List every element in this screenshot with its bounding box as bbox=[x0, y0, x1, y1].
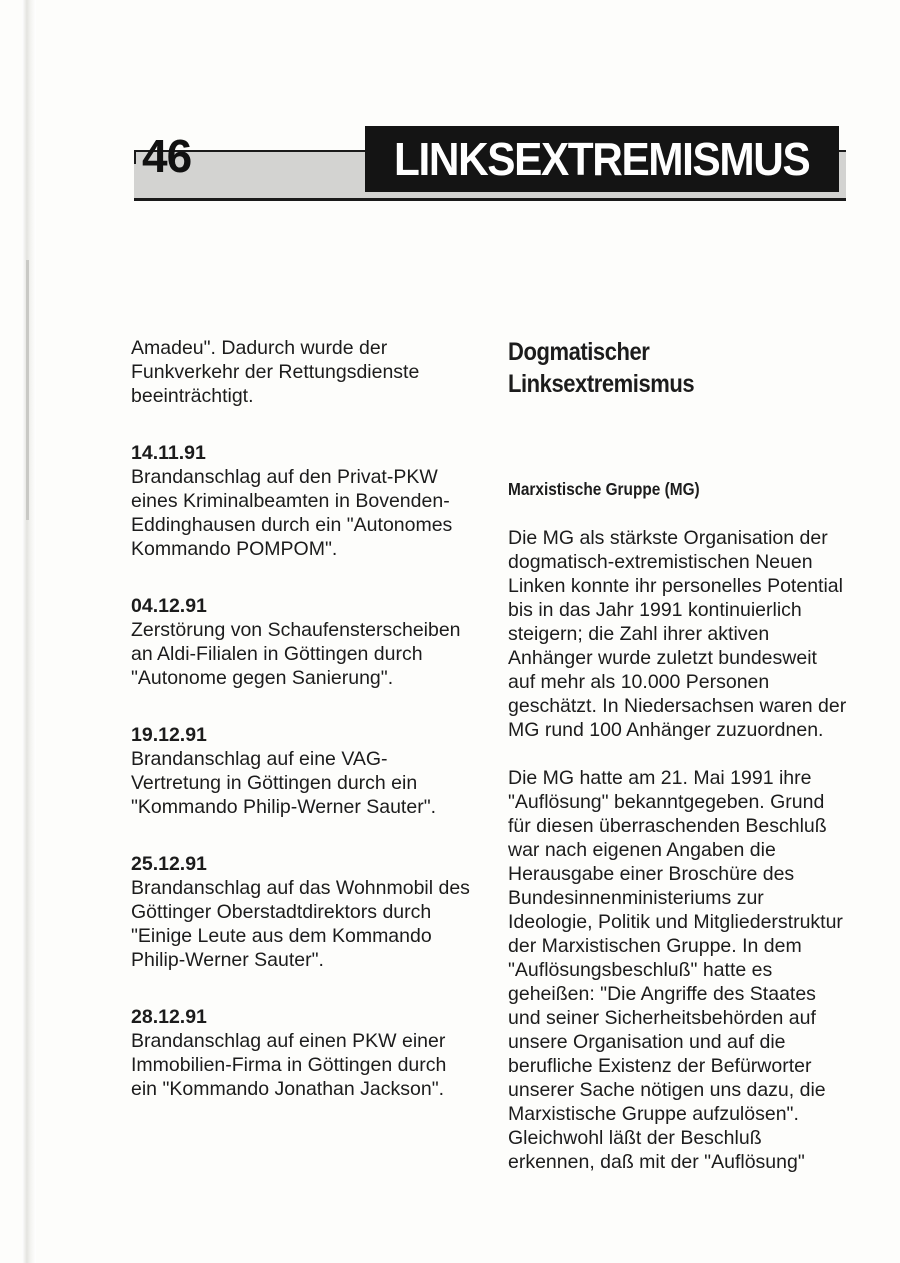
entry-date: 25.12.91 bbox=[131, 853, 207, 875]
left-column bbox=[131, 336, 471, 1101]
chronology-entry bbox=[131, 441, 471, 561]
entry-text: Brandanschlag auf einen PKW einer Immobilien-Firma in Göttingen durch ein "Kommando Jonathan Jackson". bbox=[131, 1030, 447, 1100]
chronology-entry bbox=[131, 594, 471, 690]
entry-date: 28.12.91 bbox=[131, 1006, 207, 1028]
header-right-tick bbox=[839, 150, 846, 152]
entry-text: Brandanschlag auf den Privat-PKW eines Kriminalbeamten in Bovenden-Eddinghausen durch ein "Autonomes Kommando POMPOM". bbox=[131, 466, 453, 560]
body-paragraph: Die MG hatte am 21. Mai 1991 ihre "Auflösung" bekanntgegeben. Grund für diesen überraschenden Beschluß war nach eigenen Angaben die Herausgabe einer Broschüre des Bundesinnenministeriums zur Ideologie, Politik und Mitgliederstruktur der Marxistischen Gruppe. In dem "Auflösungsbeschluß" hatte es geheißen: "Die Angriffe des Staates und seiner Sicherheitsbehörden auf unsere Organisation und auf die berufliche Existenz der Befürworter unserer Sache nötigen uns dazu, die Marxistische Gruppe aufzulösen". Gleichwohl läßt der Beschluß erkennen, daß mit der "Auflösung" bbox=[508, 767, 843, 1173]
chronology-entry bbox=[131, 723, 471, 819]
scan-edge bbox=[22, 0, 36, 1263]
subheading: Marxistische Gruppe (MG) bbox=[508, 479, 700, 499]
header-rule bbox=[134, 198, 846, 201]
chronology-entry bbox=[131, 852, 471, 972]
section-title-box bbox=[365, 126, 839, 192]
entry-text: Brandanschlag auf das Wohnmobil des Göttinger Oberstadtdirektors durch "Einige Leute aus dem Kommando Philip-Werner Sauter". bbox=[131, 877, 470, 971]
body-paragraph: Die MG als stärkste Organisation der dogmatisch-extremistischen Neuen Linken konnte ihr personelles Potential bis in das Jahr 1991 kontinuierlich steigern; die Zahl ihrer aktiven Anhänger wurde zuletzt bundesweit auf mehr als 10.000 Personen geschätzt. In Niedersachsen waren der MG rund 100 Anhänger zuzuordnen. bbox=[508, 527, 847, 741]
section-heading-line2: Linksextremismus bbox=[508, 370, 695, 398]
right-column bbox=[508, 336, 848, 1174]
entry-date: 04.12.91 bbox=[131, 595, 207, 617]
section-heading-line1: Dogmatischer bbox=[508, 338, 650, 366]
page-number: 46 bbox=[142, 130, 192, 182]
header-tick bbox=[134, 150, 136, 164]
entry-date: 19.12.91 bbox=[131, 724, 207, 746]
entry-date: 14.11.91 bbox=[131, 442, 206, 464]
intro-paragraph: Amadeu". Dadurch wurde der Funkverkehr der Rettungsdienste beeinträchtigt. bbox=[131, 337, 420, 407]
entry-text: Zerstörung von Schaufensterscheiben an Aldi-Filialen in Göttingen durch "Autonome gegen Sanierung". bbox=[131, 619, 461, 689]
chronology-entry bbox=[131, 1005, 471, 1101]
entry-text: Brandanschlag auf eine VAG-Vertretung in Göttingen durch ein "Kommando Philip-Werner Sauter". bbox=[131, 748, 437, 818]
section-title: LINKSEXTREMISMUS bbox=[394, 133, 810, 185]
scan-edge-shadow bbox=[26, 260, 29, 520]
